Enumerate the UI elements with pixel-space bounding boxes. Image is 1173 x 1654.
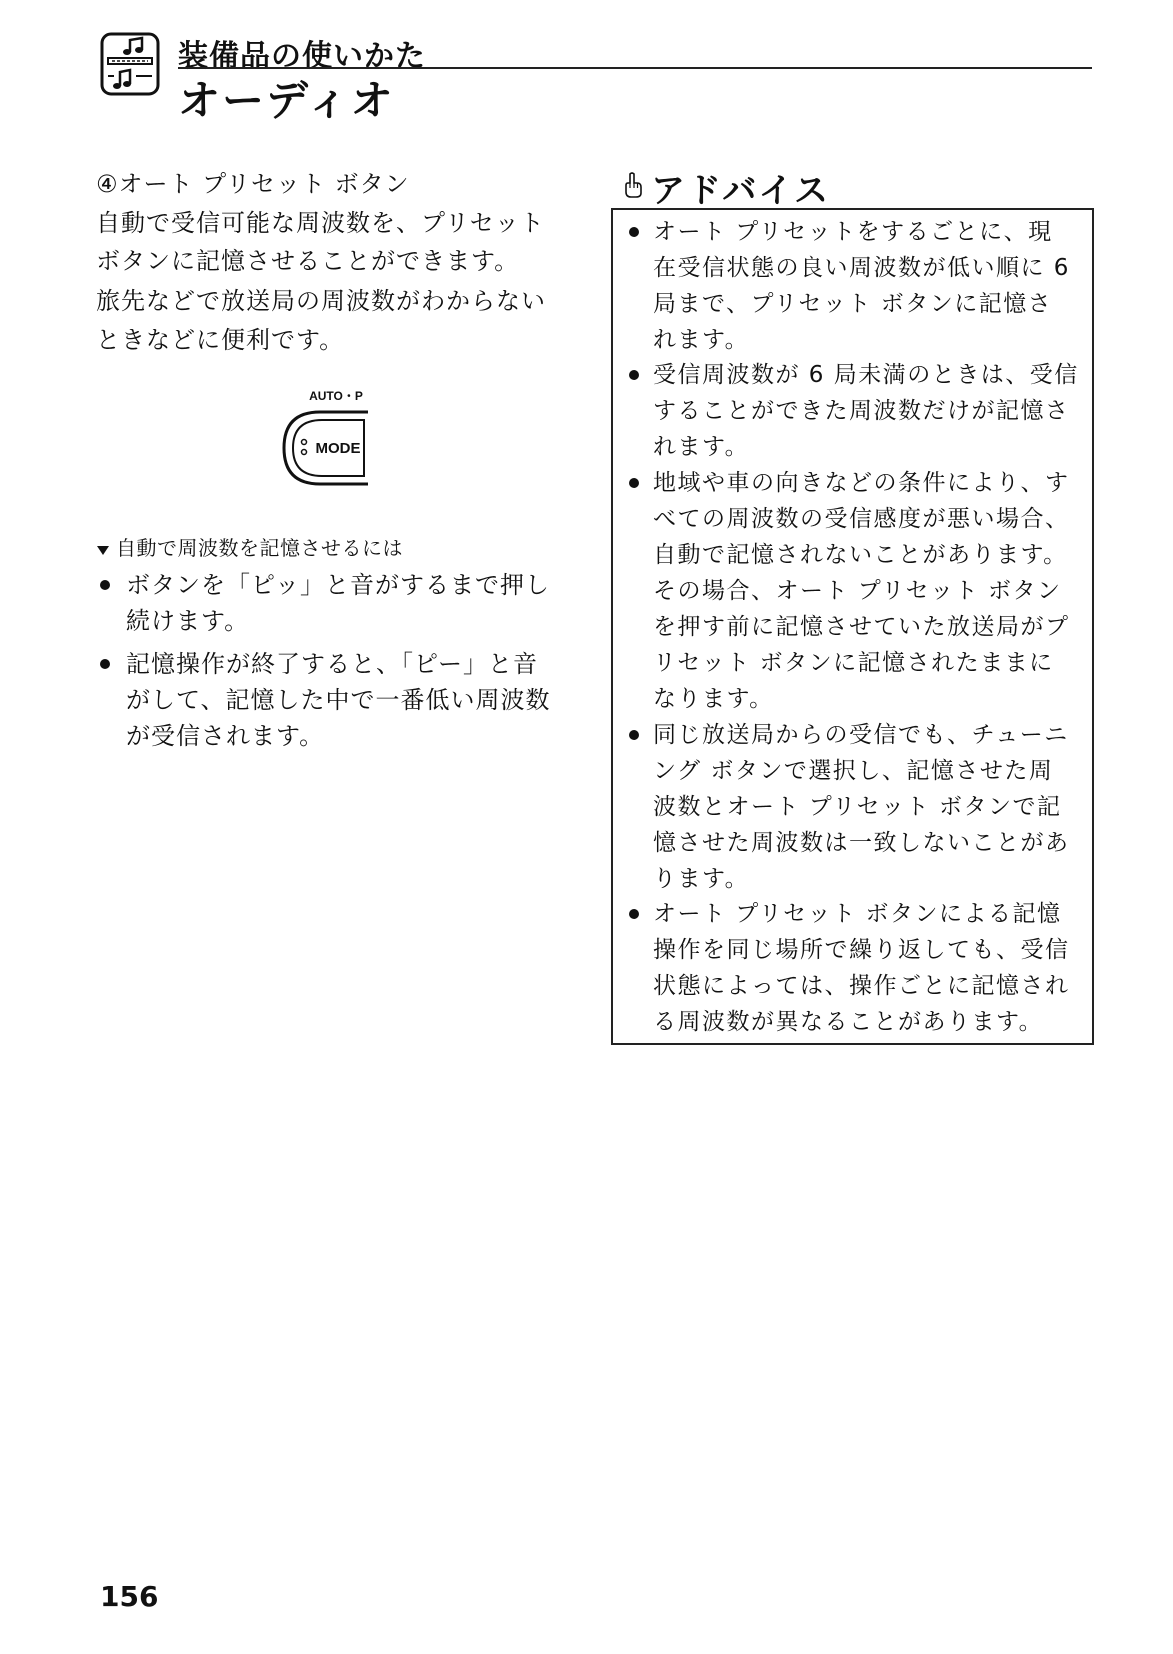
advice-line: 波数とオート プリセット ボタンで記 xyxy=(653,794,1062,820)
advice-line: れます。 xyxy=(653,434,750,460)
bullet-line: 続けます。 xyxy=(126,607,250,635)
bullet-dot xyxy=(100,659,110,669)
procedure-label: 自動で周波数を記憶させるには xyxy=(116,536,403,560)
advice-line: れます。 xyxy=(653,327,750,353)
advice-line: ります。 xyxy=(653,866,750,892)
advice-line: なります。 xyxy=(653,686,774,712)
bullet-dot xyxy=(629,730,639,740)
subheading: ④オート プリセット ボタン xyxy=(96,170,410,198)
bullet-line: 記憶操作が終了すると、「ピー」と音 xyxy=(126,650,539,678)
bullet-line: がして、記憶した中で一番低い周波数 xyxy=(126,686,551,714)
list-item xyxy=(627,357,1087,465)
list-item xyxy=(627,214,1087,358)
section-category: 装備品の使いかた xyxy=(178,39,426,74)
audio-music-icon xyxy=(100,32,160,96)
advice-line: ング ボタンで選択し、記憶させた周 xyxy=(653,758,1054,784)
mode-label: MODE xyxy=(315,440,361,457)
page-number: 156 xyxy=(100,1580,159,1613)
advice-line: その場合、オート プリセット ボタン xyxy=(653,578,1062,604)
pointing-hand-icon xyxy=(623,172,643,198)
advice-line: 地域や車の向きなどの条件により、す xyxy=(653,470,1070,496)
advice-line: 受信周波数が 6 局未満のときは、受信 xyxy=(653,362,1079,388)
advice-line: 自動で記憶されないことがあります。 xyxy=(653,542,1068,568)
bullet-dot xyxy=(100,580,110,590)
advice-line: を押す前に記憶させていた放送局がプ xyxy=(653,614,1070,640)
advice-line: 憶させた周波数は一致しないことがあ xyxy=(653,830,1070,856)
bullet-dot xyxy=(629,370,639,380)
bullet-dot xyxy=(629,227,639,237)
auto-p-label: AUTO・P xyxy=(309,389,363,403)
list-item xyxy=(627,465,1087,717)
advice-box xyxy=(611,208,1094,1045)
bullet-dot xyxy=(629,909,639,919)
advice-line: 在受信状態の良い周波数が低い順に 6 xyxy=(653,255,1070,281)
bullet-line: が受信されます。 xyxy=(126,722,325,750)
advice-line: リセット ボタンに記憶されたままに xyxy=(653,650,1054,676)
page-title: オーディオ xyxy=(178,76,395,125)
advice-line: 同じ放送局からの受信でも、チューニ xyxy=(653,722,1069,748)
advice-line: することができた周波数だけが記憶さ xyxy=(653,398,1070,424)
list-item xyxy=(627,896,1087,1040)
list-item xyxy=(96,646,566,754)
advice-line: る周波数が異なることがあります。 xyxy=(653,1009,1044,1035)
list-item xyxy=(96,567,566,639)
advice-line: 操作を同じ場所で繰り返しても、受信 xyxy=(653,937,1070,963)
advice-line: オート プリセットをするごとに、現 xyxy=(653,219,1053,245)
list-item xyxy=(627,717,1087,897)
bullet-dot xyxy=(629,478,639,488)
intro-line: 自動で受信可能な周波数を、プリセット xyxy=(96,209,545,237)
advice-line: 局まで、プリセット ボタンに記憶さ xyxy=(653,291,1053,317)
advice-line: べての周波数の受信感度が悪い場合、 xyxy=(653,506,1070,532)
intro-line: ボタンに記憶させることができます。 xyxy=(96,247,520,275)
triangle-down-icon xyxy=(96,544,110,556)
bullet-line: ボタンを「ピッ」と音がするまで押し xyxy=(126,571,551,599)
advice-line: 状態によっては、操作ごとに記憶され xyxy=(653,973,1070,999)
intro-line: ときなどに便利です。 xyxy=(96,326,345,354)
advice-title: アドバイス xyxy=(651,171,830,211)
intro-line: 旅先などで放送局の周波数がわからない xyxy=(96,287,546,315)
procedure-heading xyxy=(96,532,403,561)
auto-p-mode-button-illustration xyxy=(280,386,372,494)
advice-line: オート プリセット ボタンによる記憶 xyxy=(653,901,1062,927)
